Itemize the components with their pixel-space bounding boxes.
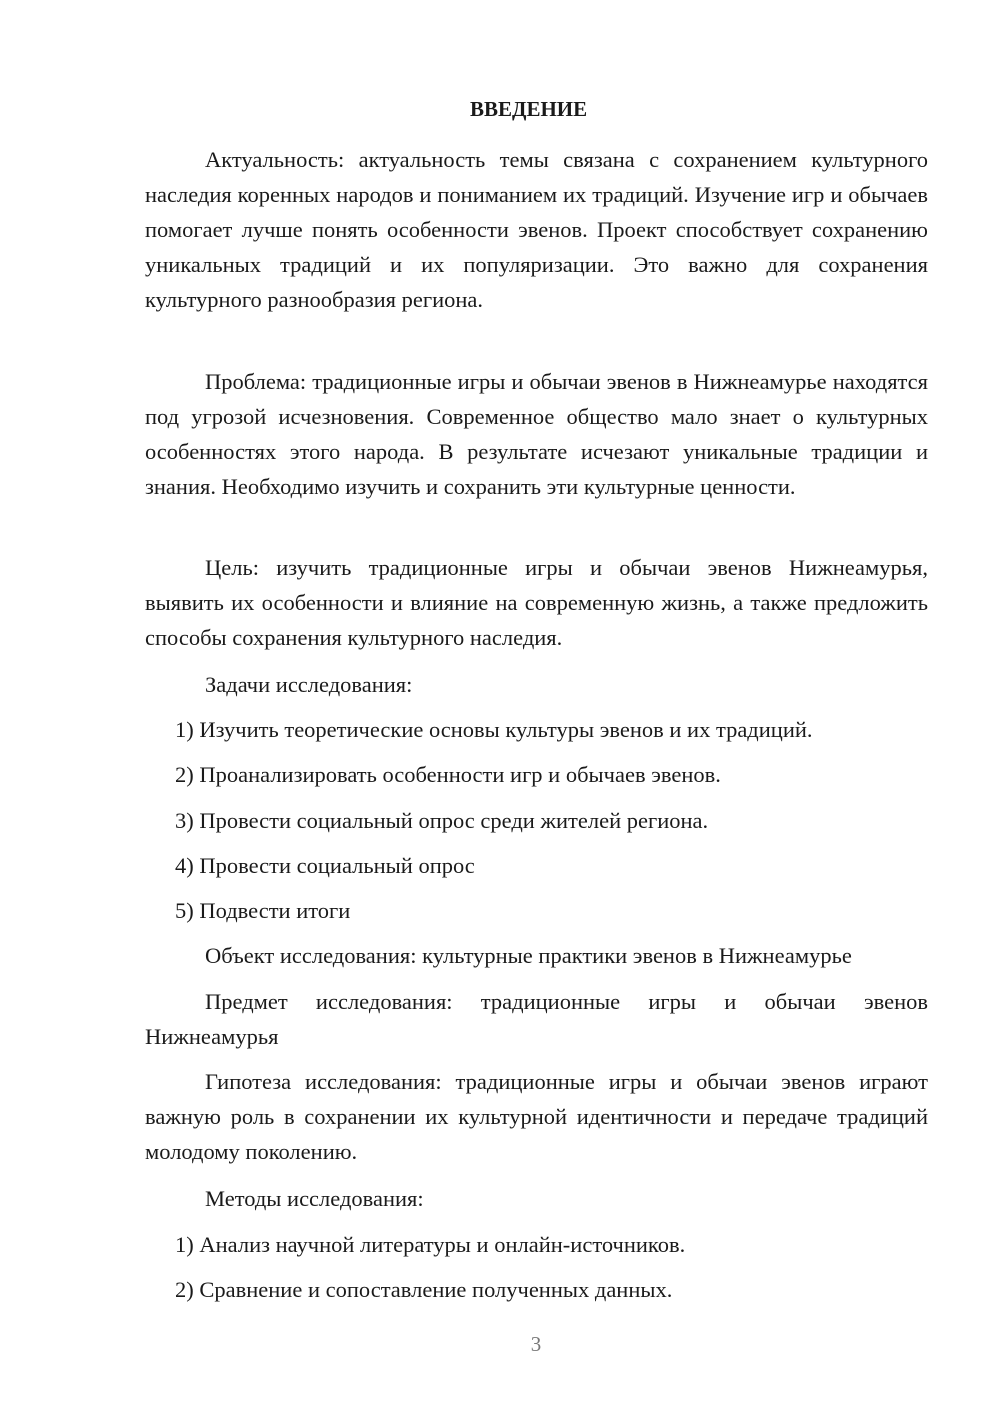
goal-paragraph: Цель: изучить традиционные игры и обычаи эвенов Нижнеамурья, выявить их особенности и влияние на современную жизнь, а также предложить способы сохранения культурного наследия.: [145, 555, 928, 650]
task-item: 4) Провести социальный опрос: [175, 853, 475, 878]
methods-title: Методы исследования:: [205, 1186, 424, 1211]
method-item: 2) Сравнение и сопоставление полученных данных.: [175, 1277, 673, 1302]
task-item: 3) Провести социальный опрос среди жителей региона.: [175, 808, 709, 833]
relevance-paragraph: Актуальность: актуальность темы связана с сохранением культурного наследия коренных народов и пониманием их традиций. Изучение игр и обычаев помогает лучше понять особенности эвенов. Проект способствует сохранению уникальных традиций и их популяризации. Это важно для сохранения культурного разнообразия региона.: [145, 147, 928, 312]
task-item: 2) Проанализировать особенности игр и обычаев эвенов.: [175, 762, 721, 787]
object-paragraph: Объект исследования: культурные практики эвенов в Нижнеамурье: [205, 943, 852, 968]
problem-paragraph: Проблема: традиционные игры и обычаи эвенов в Нижнеамурье находятся под угрозой исчезновения. Современное общество мало знает о культурных особенностях этого народа. В результате исчезают уникальные традиции и знания. Необходимо изучить и сохранить эти культурные ценности.: [145, 369, 928, 499]
task-item: 1) Изучить теоретические основы культуры эвенов и их традиций.: [175, 717, 813, 742]
tasks-title: Задачи исследования:: [205, 672, 413, 697]
subject-paragraph: Предмет исследования: традиционные игры и обычаи эвенов Нижнеамурья: [145, 989, 928, 1049]
page-number: 3: [530, 1332, 542, 1356]
section-heading: ВВЕДЕНИЕ: [470, 97, 588, 121]
hypothesis-paragraph: Гипотеза исследования: традиционные игры и обычаи эвенов играют важную роль в сохранении их культурной идентичности и передаче традиций молодому поколению.: [145, 1069, 928, 1164]
task-item: 5) Подвести итоги: [175, 898, 351, 923]
method-item: 1) Анализ научной литературы и онлайн-источников.: [175, 1232, 686, 1257]
